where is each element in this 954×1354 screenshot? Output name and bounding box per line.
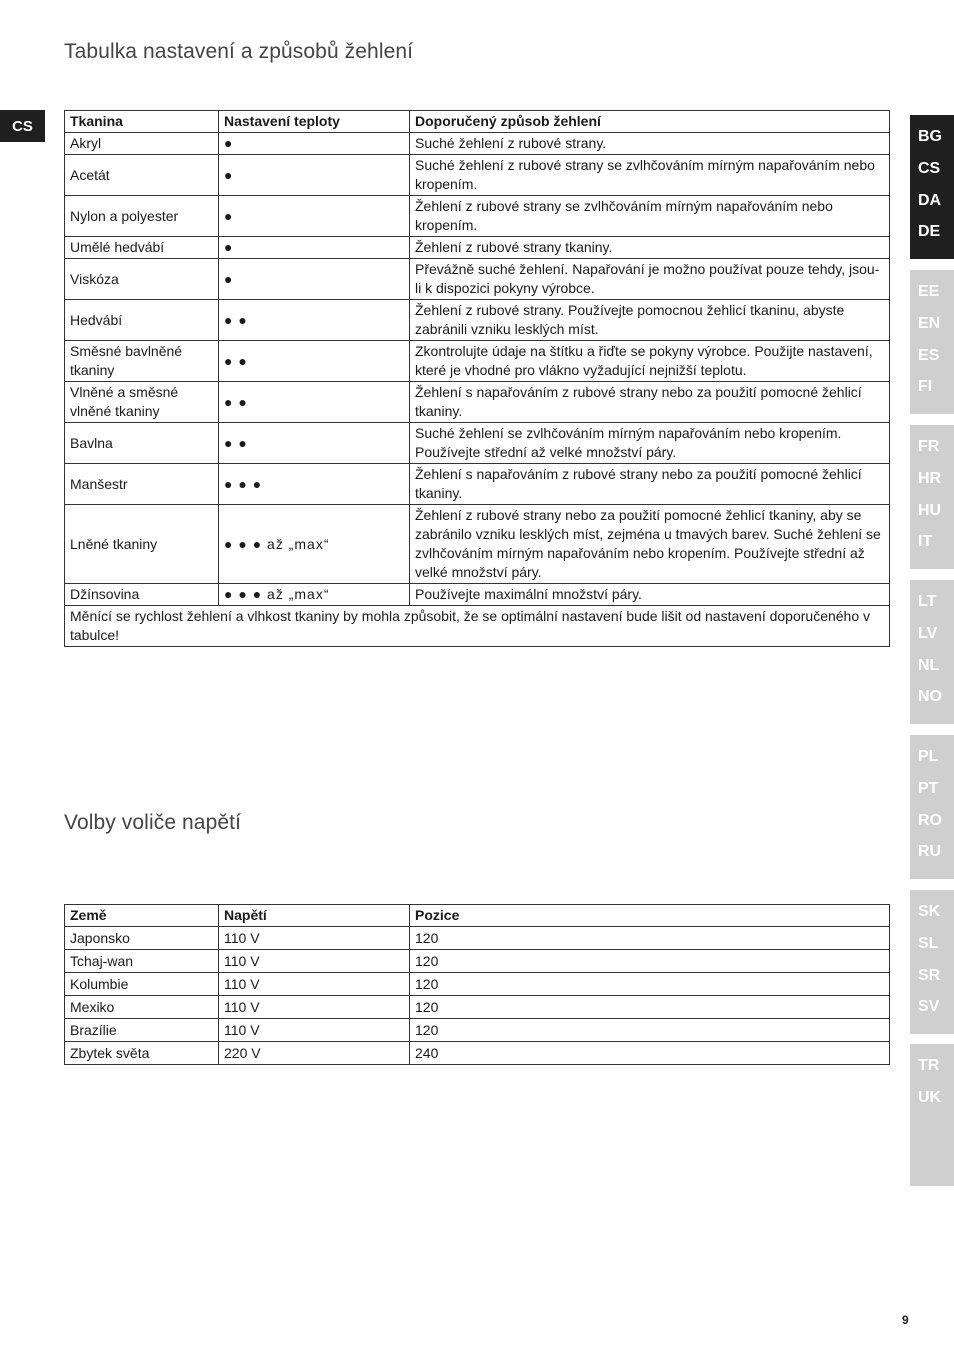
- language-tab-lv[interactable]: LV: [918, 624, 938, 642]
- page-number: 9: [902, 1313, 909, 1327]
- method-cell: Suché žehlení z rubové strany se zvlhčováním mírným napařováním nebo kropením.: [410, 155, 890, 196]
- voltage-selector-table: [64, 904, 890, 1065]
- temperature-cell: ● ●: [219, 423, 410, 464]
- header-fabric: Tkanina: [65, 111, 219, 133]
- method-cell: Suché žehlení se zvlhčováním mírným napařováním nebo kropením. Používejte střední až velké množství páry.: [410, 423, 890, 464]
- position-cell: 240: [410, 1042, 890, 1065]
- language-tab-uk[interactable]: UK: [918, 1088, 942, 1106]
- temperature-cell: ● ● ●: [219, 464, 410, 505]
- temperature-cell: ●: [219, 133, 410, 155]
- language-group: [910, 115, 954, 259]
- method-cell: Žehlení z rubové strany se zvlhčováním mírným napařováním nebo kropením.: [410, 196, 890, 237]
- language-tab-sk[interactable]: SK: [918, 903, 941, 920]
- language-group: [910, 425, 954, 569]
- fabric-cell: Nylon a polyester: [65, 196, 219, 237]
- voltage-table-header: [65, 905, 890, 927]
- table-row: [65, 259, 890, 300]
- temperature-cell: ●: [219, 237, 410, 259]
- temperature-cell: ● ● ● až „max“: [219, 505, 410, 584]
- voltage-cell: 110 V: [219, 973, 410, 996]
- voltage-cell: 110 V: [219, 1019, 410, 1042]
- table-row: [65, 950, 890, 973]
- voltage-section-title: Volby voliče napětí: [64, 811, 242, 834]
- country-cell: Mexiko: [65, 996, 219, 1019]
- language-tab-de[interactable]: DE: [918, 223, 941, 241]
- method-cell: Zkontrolujte údaje na štítku a řiďte se pokyny výrobce. Použijte nastavení, které je vhodné pro vlákno vyžadující nejnižší teplotu.: [410, 341, 890, 382]
- language-tab-en[interactable]: EN: [918, 314, 941, 332]
- fabric-cell: Směsné bavlněné tkaniny: [65, 341, 219, 382]
- table-row: [65, 155, 890, 196]
- position-cell: 120: [410, 950, 890, 973]
- voltage-table-body: [65, 927, 890, 1065]
- country-cell: Japonsko: [65, 927, 219, 950]
- table-row: [65, 382, 890, 423]
- method-cell: Používejte maximální množství páry.: [410, 584, 890, 606]
- table-row: [65, 1019, 890, 1042]
- language-tab-hu[interactable]: HU: [918, 501, 942, 519]
- language-tab-hr[interactable]: HR: [918, 469, 942, 487]
- language-group: [910, 1044, 954, 1186]
- table-row: [65, 505, 890, 584]
- language-tab-es[interactable]: ES: [918, 346, 940, 364]
- country-cell: Kolumbie: [65, 973, 219, 996]
- language-tab-ee[interactable]: EE: [918, 283, 940, 300]
- temperature-cell: ●: [219, 155, 410, 196]
- temperature-cell: ●: [219, 196, 410, 237]
- voltage-cell: 110 V: [219, 996, 410, 1019]
- fabric-cell: Bavlna: [65, 423, 219, 464]
- fabric-cell: Džínsovina: [65, 584, 219, 606]
- fabric-cell: Umělé hedvábí: [65, 237, 219, 259]
- language-tab-bg[interactable]: BG: [918, 128, 942, 145]
- table-row: [65, 1042, 890, 1065]
- voltage-cell: 220 V: [219, 1042, 410, 1065]
- country-cell: Zbytek světa: [65, 1042, 219, 1065]
- language-group: [910, 580, 954, 724]
- table-row: [65, 196, 890, 237]
- temperature-cell: ● ● ● až „max“: [219, 584, 410, 606]
- language-tab-nl[interactable]: NL: [918, 656, 940, 674]
- language-tab-no[interactable]: NO: [918, 688, 942, 706]
- header-country: Země: [65, 905, 219, 927]
- language-tab-tr[interactable]: TR: [918, 1057, 940, 1074]
- table-footnote-row: [65, 606, 890, 647]
- language-tab-lt[interactable]: LT: [918, 593, 937, 610]
- current-language-tab: CS: [0, 110, 45, 142]
- table-row: [65, 973, 890, 996]
- ironing-table-body: [65, 133, 890, 647]
- table-row: [65, 927, 890, 950]
- header-voltage: Napětí: [219, 905, 410, 927]
- fabric-cell: Acetát: [65, 155, 219, 196]
- language-group: [910, 735, 954, 879]
- method-cell: Žehlení z rubové strany. Používejte pomocnou žehlicí tkaninu, abyste zabránili vzniku lesklých míst.: [410, 300, 890, 341]
- fabric-cell: Lněné tkaniny: [65, 505, 219, 584]
- fabric-cell: Akryl: [65, 133, 219, 155]
- position-cell: 120: [410, 1019, 890, 1042]
- temperature-cell: ● ●: [219, 382, 410, 423]
- position-cell: 120: [410, 996, 890, 1019]
- language-group: [910, 270, 954, 414]
- voltage-cell: 110 V: [219, 927, 410, 950]
- language-tab-ro[interactable]: RO: [918, 811, 942, 829]
- method-cell: Žehlení s napařováním z rubové strany nebo za použití pomocné žehlicí tkaniny.: [410, 464, 890, 505]
- fabric-cell: Hedvábí: [65, 300, 219, 341]
- table-row: [65, 133, 890, 155]
- language-tab-sv[interactable]: SV: [918, 998, 940, 1016]
- table-footnote: Měnící se rychlost žehlení a vlhkost tkaniny by mohla způsobit, že se optimální nastavení bude lišit od nastavení doporučeného v tabulce!: [65, 606, 890, 647]
- table-row: [65, 584, 890, 606]
- language-tab-sl[interactable]: SL: [918, 934, 939, 952]
- fabric-cell: Viskóza: [65, 259, 219, 300]
- method-cell: Žehlení z rubové strany tkaniny.: [410, 237, 890, 259]
- table-row: [65, 341, 890, 382]
- fabric-cell: Manšestr: [65, 464, 219, 505]
- table-row: [65, 464, 890, 505]
- voltage-cell: 110 V: [219, 950, 410, 973]
- header-position: Pozice: [410, 905, 890, 927]
- language-group: [910, 890, 954, 1034]
- language-tab-it[interactable]: IT: [918, 533, 933, 551]
- country-cell: Tchaj-wan: [65, 950, 219, 973]
- language-tab-ru[interactable]: RU: [918, 843, 942, 861]
- temperature-cell: ● ●: [219, 300, 410, 341]
- language-tab-fi[interactable]: FI: [918, 378, 933, 396]
- table-row: [65, 423, 890, 464]
- table-row: [65, 237, 890, 259]
- position-cell: 120: [410, 973, 890, 996]
- language-tab-da[interactable]: DA: [918, 191, 942, 209]
- language-tab-fr[interactable]: FR: [918, 438, 940, 455]
- header-temperature: Nastavení teploty: [219, 111, 410, 133]
- method-cell: Suché žehlení z rubové strany.: [410, 133, 890, 155]
- table-row: [65, 996, 890, 1019]
- method-cell: Žehlení z rubové strany nebo za použití pomocné žehlicí tkaniny, aby se zabránilo vzniku lesklých míst, zejména u tmavých barev. Suché žehlení se zvlhčováním mírným napařováním nebo kropením. Používejte střední až velké množství páry.: [410, 505, 890, 584]
- ironing-table-header: [65, 111, 890, 133]
- position-cell: 120: [410, 927, 890, 950]
- ironing-section-title: Tabulka nastavení a způsobů žehlení: [64, 40, 414, 63]
- language-tab-sr[interactable]: SR: [918, 966, 941, 984]
- temperature-cell: ●: [219, 259, 410, 300]
- temperature-cell: ● ●: [219, 341, 410, 382]
- language-tab-cs[interactable]: CS: [918, 159, 941, 177]
- method-cell: Převážně suché žehlení. Napařování je možno používat pouze tehdy, jsou-li k dispozici pokyny výrobce.: [410, 259, 890, 300]
- language-tab-pl[interactable]: PL: [918, 748, 939, 765]
- ironing-settings-table: [64, 110, 890, 647]
- method-cell: Žehlení s napařováním z rubové strany nebo za použití pomocné žehlicí tkaniny.: [410, 382, 890, 423]
- fabric-cell: Vlněné a směsné vlněné tkaniny: [65, 382, 219, 423]
- country-cell: Brazílie: [65, 1019, 219, 1042]
- table-row: [65, 300, 890, 341]
- language-tab-pt[interactable]: PT: [918, 779, 939, 797]
- header-method: Doporučený způsob žehlení: [410, 111, 890, 133]
